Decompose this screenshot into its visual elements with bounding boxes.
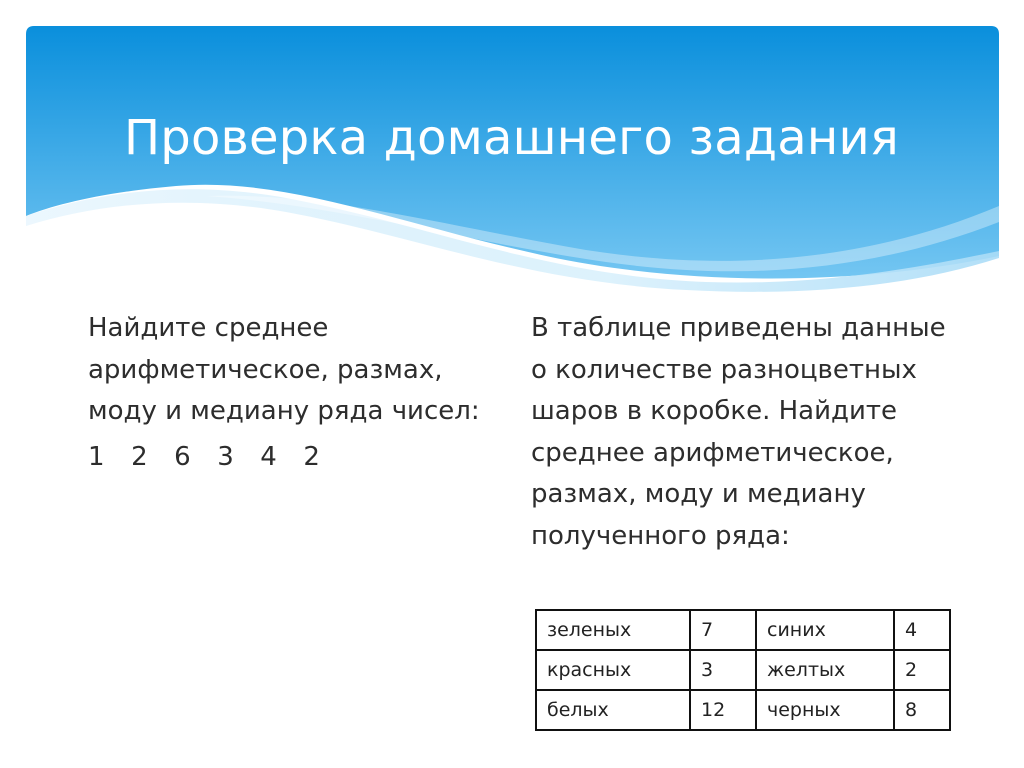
task-2-text: В таблице приведены данные о количестве разноцветных шаров в коробке. Найдите среднее арифметическое, размах, моду и медиану полученного ряда: xyxy=(531,313,946,551)
table-cell: красных xyxy=(536,650,690,690)
task-1 xyxy=(88,308,488,478)
table-cell: белых xyxy=(536,690,690,730)
table-cell: синих xyxy=(756,610,894,650)
table-cell: зеленых xyxy=(536,610,690,650)
header-banner xyxy=(26,26,999,296)
table-cell: 3 xyxy=(690,650,756,690)
table-cell: 7 xyxy=(690,610,756,650)
table-row xyxy=(536,690,950,730)
table-cell: 2 xyxy=(894,650,950,690)
table-cell: 4 xyxy=(894,610,950,650)
table-cell: 12 xyxy=(690,690,756,730)
task-2 xyxy=(531,308,961,557)
table-cell: черных xyxy=(756,690,894,730)
table-row xyxy=(536,650,950,690)
number-series: 1 2 6 3 4 2 xyxy=(88,441,320,472)
table-cell: желтых xyxy=(756,650,894,690)
table-row xyxy=(536,610,950,650)
balls-table xyxy=(535,609,951,731)
table-cell: 8 xyxy=(894,690,950,730)
page-title: Проверка домашнего задания xyxy=(124,110,899,166)
task-1-text: Найдите среднее арифметическое, размах, моду и медиану ряда чисел: xyxy=(88,313,480,426)
